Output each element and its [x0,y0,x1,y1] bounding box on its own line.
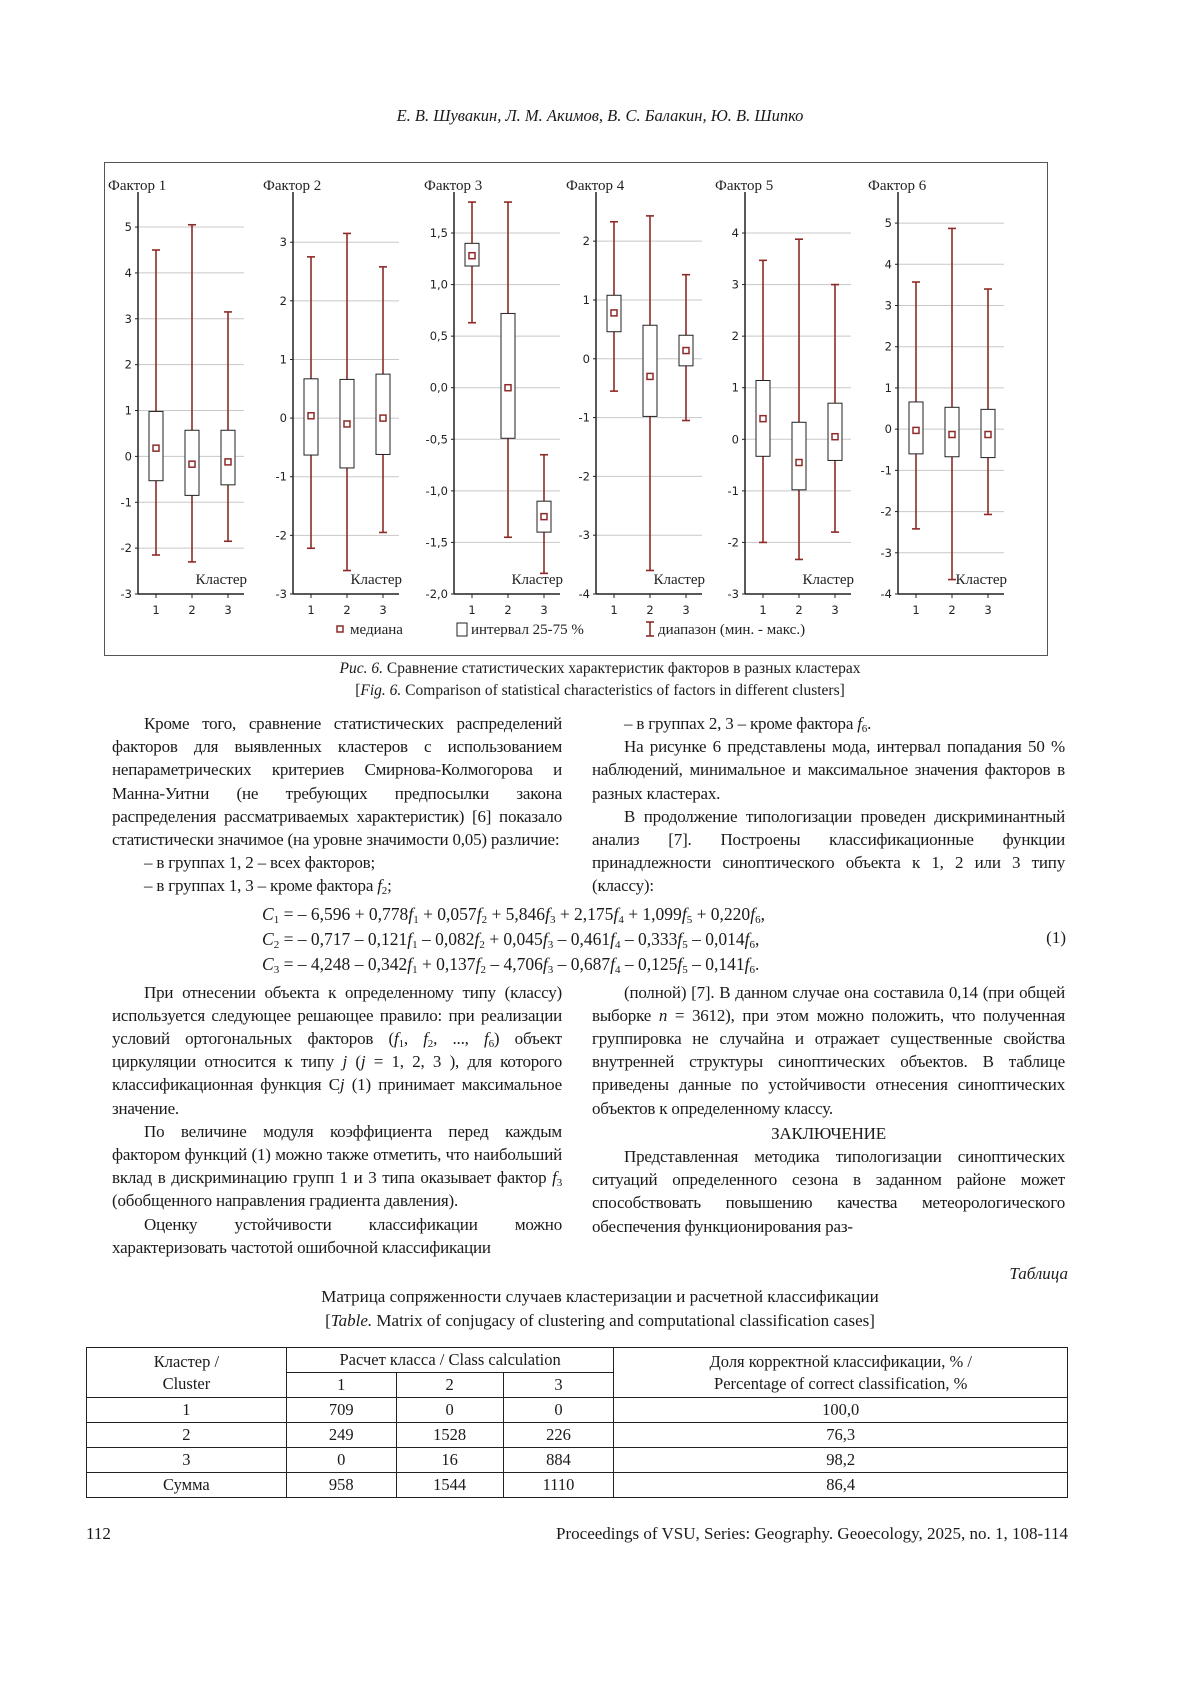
table-cell: 1 [87,1398,287,1423]
figure-caption-en-text: Comparison of statistical characteristics of factors in different clusters] [401,682,844,699]
y-tick-label: 5 [125,220,132,234]
text-run: (1) принимает максимальное значение. [112,1075,562,1117]
subscript: 5 [682,964,688,976]
math-variable: f [477,904,482,924]
iqr-box [828,403,842,460]
math-variable: f [677,954,682,974]
equation-c1 [262,902,1200,927]
equations-block [0,902,1200,977]
x-tick-label: 2 [646,603,653,617]
y-tick-label: -2 [121,541,132,555]
equation-coefficient: + 2,175 [560,904,614,924]
table-cell: 2 [87,1423,287,1448]
math-variable: f [745,929,750,949]
table-row [87,1423,1068,1448]
median-marker [380,415,386,421]
text-run: – в группах 2, 3 – кроме фактора [624,714,857,733]
x-tick-label: 3 [831,603,838,617]
math-variable: f [407,929,412,949]
y-tick-label: -1,5 [426,535,448,549]
median-marker [647,373,653,379]
table-cell: 884 [503,1448,614,1473]
text-row-top [112,712,1200,898]
math-variable: f [476,954,481,974]
y-tick-label: -2,0 [426,587,448,601]
text-run: ( [347,1052,361,1071]
table-cell: 16 [396,1448,503,1473]
equation-lhs: C [262,954,274,974]
equation-lhs: C [262,904,274,924]
text-run: Кроме того, сравнение статистических распределений факторов для выявленных кластеров с использованием непараметрических критериев Смирнова-Колмогорова и Манна-Уитни (не требующих предпосылки закона распределения рассматриваемых характеристик) [6] показало статистически значимое (на уровне значимости 0,05) различие: [112,714,562,849]
text-run: Оценку устойчивости классификации можно характеризовать частотой ошибочной классификации [112,1215,562,1257]
x-tick-label: 1 [610,603,617,617]
text-run: (обобщенного направления градиента давления). [112,1191,458,1210]
x-axis-label: Кластер [511,572,563,588]
text-run: По величине модуля коэффициента перед каждым фактором функций (1) можно также отметить, что наибольший вклад в дискриминацию групп 1 и 3 типа оказывает фактор [112,1122,562,1187]
y-tick-label: -3 [276,587,287,601]
punctuation: . [755,954,759,974]
x-tick-label: 1 [468,603,475,617]
equation-coefficient: – 0,082 [422,929,475,949]
y-tick-label: 0 [732,432,739,446]
y-tick-label: 0,5 [430,329,448,343]
subscript: 2 [274,939,280,951]
x-tick-label: 3 [379,603,386,617]
text-run: – в группах 1, 2 – всех факторов; [144,853,375,872]
y-tick-label: 0 [280,411,287,425]
equation-coefficient: – 0,342 [355,954,408,974]
math-variable: f [613,904,618,924]
subscript: 1 [399,1038,404,1050]
y-tick-label: 1,5 [430,226,448,240]
right-column-paragraphs [592,981,1065,1120]
equation-coefficient: – 0,121 [355,929,408,949]
math-variable: f [610,929,615,949]
subscript: 6 [749,939,755,951]
header-class-1: 1 [286,1373,396,1398]
panel-title: Фактор 4 [566,178,625,194]
equation-coefficient: – 0,687 [558,954,611,974]
equation-coefficient: – 0,333 [625,929,678,949]
y-tick-label: 1 [732,381,739,395]
x-tick-label: 3 [224,603,231,617]
y-tick-label: 2 [732,329,739,343]
text-run: = 1, 2, 3 ), для которого классификационная функция C [112,1052,562,1094]
table-row [87,1448,1068,1473]
table-cell: 0 [503,1398,614,1423]
y-tick-label: -2 [276,528,287,542]
math-variable: f [857,714,862,733]
subscript: 6 [489,1038,494,1050]
y-tick-label: -1,0 [426,484,448,498]
subscript: 3 [548,939,554,951]
median-marker [796,459,802,465]
page-number: 112 [86,1524,111,1544]
equation-lhs: C [262,929,274,949]
equation-constant: = – 4,248 [279,954,350,974]
table-cell: 86,4 [614,1473,1068,1498]
iqr-box [643,325,657,416]
legend-iqr-icon [457,623,467,636]
equation-number: (1) [1046,928,1066,948]
x-tick-label: 3 [682,603,689,617]
median-marker [913,427,919,433]
math-variable: f [407,954,412,974]
subscript: 2 [480,964,486,976]
subscript: 3 [550,914,556,926]
text-run: На рисунке 6 представлены мода, интервал попадания 50 % наблюдений, минимальное и максимальное значения факторов в разных кластерах. [592,737,1065,802]
median-marker [469,253,475,259]
y-tick-label: 2 [885,340,892,354]
equation-coefficient: – 4,706 [490,954,543,974]
table-title-ru: Матрица сопряженности случаев кластеризации и расчетной классификации [0,1285,1200,1309]
table-cell: 958 [286,1473,396,1498]
y-tick-label: 3 [732,278,739,292]
y-tick-label: 2 [583,234,590,248]
math-variable: f [543,929,548,949]
x-axis-label: Кластер [653,572,705,588]
paragraph [592,981,1065,1120]
legend-median-label: медиана [350,622,403,638]
subscript: 4 [615,964,621,976]
header-percentage-ru: Доля корректной классификации, % / [710,1352,972,1371]
y-tick-label: 0 [885,422,892,436]
figure-caption-ru [0,660,1200,678]
equation-coefficient: – 0,141 [692,954,745,974]
paragraph [112,874,562,897]
equation-coefficient: – 0,125 [625,954,678,974]
subscript: 1 [412,964,418,976]
median-marker [225,459,231,465]
x-tick-label: 1 [152,603,159,617]
table-cell: 709 [286,1398,396,1423]
y-tick-label: 0 [125,449,132,463]
math-variable: f [408,904,413,924]
median-marker [985,432,991,438]
median-marker [541,514,547,520]
x-tick-label: 2 [188,603,195,617]
math-variable: f [545,904,550,924]
math-variable: n [659,1006,667,1025]
median-marker [611,310,617,316]
x-axis-label: Кластер [955,572,1007,588]
legend-median-icon [337,626,343,632]
header-cluster-ru: Кластер / [154,1352,219,1371]
table-cell: 1544 [396,1473,503,1498]
table-cell: 1528 [396,1423,503,1448]
x-axis-label: Кластер [350,572,402,588]
y-tick-label: -1 [728,484,739,498]
x-tick-label: 2 [343,603,350,617]
equation-coefficient: + 1,099 [628,904,682,924]
text-run: , ..., [433,1029,484,1048]
y-tick-label: -2 [881,505,892,519]
y-tick-label: 3 [885,299,892,313]
subscript: 6 [862,723,867,735]
figure-label-ru: Рис. 6. [340,660,383,677]
table-title-en [0,1309,1200,1333]
subscript: 5 [687,914,693,926]
subscript: 2 [479,939,485,951]
page-footer [86,1524,1068,1544]
left-column-bottom [112,981,562,1259]
header-class-2: 2 [396,1373,503,1398]
panel-title: Фактор 3 [424,178,482,194]
y-tick-label: 4 [125,266,132,280]
y-tick-label: 4 [732,226,739,240]
math-variable: f [745,954,750,974]
x-tick-label: 2 [795,603,802,617]
bracket: [ [355,682,360,699]
median-marker [189,461,195,467]
subscript: 4 [618,914,624,926]
table-cell: 100,0 [614,1398,1068,1423]
legend-iqr-label: интервал 25-75 % [471,622,584,638]
math-variable: f [610,954,615,974]
iqr-box [501,313,515,438]
subscript: 1 [413,914,419,926]
y-tick-label: -2 [728,535,739,549]
contingency-table [86,1347,1068,1498]
math-variable: f [423,1029,428,1048]
y-tick-label: 2 [280,294,287,308]
legend-range-label: диапазон (мин. - макс.) [658,622,805,638]
figure-label-en: Fig. 6. [360,682,401,699]
text-run: ; [387,876,392,895]
table-row [87,1473,1068,1498]
text-row-bottom [112,981,1200,1259]
y-tick-label: -3 [728,587,739,601]
panel-title: Фактор 1 [108,178,166,194]
paragraph [592,805,1065,898]
paragraph [112,981,562,1120]
subscript: 3 [557,1177,562,1189]
equation-coefficient: – 0,461 [558,929,611,949]
equation-c3 [262,952,1200,977]
x-tick-label: 2 [504,603,511,617]
paragraph [592,712,1065,735]
right-column-bottom [592,981,1065,1259]
subscript: 6 [749,964,755,976]
y-tick-label: 0 [583,352,590,366]
panel-title: Фактор 6 [868,178,927,194]
table-cell: Сумма [87,1473,287,1498]
iqr-box [376,374,390,454]
math-variable: f [394,1029,399,1048]
y-tick-label: 1 [583,293,590,307]
y-tick-label: -1 [579,411,590,425]
median-marker [505,385,511,391]
header-cluster-en: Cluster [163,1374,211,1393]
header-class-3: 3 [503,1373,614,1398]
math-variable: f [474,929,479,949]
table-header-row [87,1348,1068,1373]
equation-coefficient: + 0,057 [423,904,477,924]
math-variable: f [377,876,382,895]
x-tick-label: 1 [307,603,314,617]
y-tick-label: -1 [881,463,892,477]
equation-coefficient: + 0,045 [489,929,543,949]
x-tick-label: 1 [759,603,766,617]
x-tick-label: 3 [984,603,991,617]
subscript: 3 [274,964,280,976]
equation-coefficient: + 5,846 [491,904,545,924]
median-marker [683,348,689,354]
table-cell: 0 [396,1398,503,1423]
median-marker [832,434,838,440]
paragraph [112,851,562,874]
math-variable: f [677,929,682,949]
y-tick-label: -1 [276,470,287,484]
punctuation: , [755,929,759,949]
header-percentage-en: Percentage of correct classification, % [714,1374,967,1393]
median-marker [760,416,766,422]
math-variable: f [750,904,755,924]
punctuation: , [761,904,765,924]
subscript: 6 [755,914,761,926]
figure-caption-ru-text: Сравнение статистических характеристик факторов в разных кластерах [383,660,860,677]
x-axis-label: Кластер [802,572,854,588]
iqr-box [792,422,806,490]
body-text-flow [0,712,1200,1544]
median-marker [308,413,314,419]
y-tick-label: -3 [121,587,132,601]
equation-constant: = – 0,717 [279,929,350,949]
header-percentage [614,1348,1068,1398]
subscript: 1 [412,939,418,951]
y-tick-label: 3 [280,235,287,249]
iqr-box [221,430,235,485]
conclusion-paragraph: Представленная методика типологизации синоптических ситуаций определенного сезона в заданном районе может способствовать повышению качества метеорологического обеспечения функционирования раз- [592,1145,1065,1238]
subscript: 2 [382,885,387,897]
table-label-en: Table. [331,1311,372,1330]
subscript: 2 [482,914,488,926]
table-row [87,1398,1068,1423]
journal-citation: Proceedings of VSU, Series: Geography. Geoecology, 2025, no. 1, 108-114 [556,1524,1068,1544]
math-variable: f [552,1168,557,1187]
figure-caption-en [0,682,1200,700]
y-tick-label: 2 [125,358,132,372]
paragraph [112,1213,562,1259]
y-tick-label: 1 [280,352,287,366]
table-label: Таблица [0,1263,1068,1285]
panel-title: Фактор 5 [715,178,773,194]
table-cell: 249 [286,1423,396,1448]
text-run: . [867,714,871,733]
math-variable: f [682,904,687,924]
subscript: 2 [428,1038,433,1050]
text-run: ) объект циркуляции относится к типу [112,1029,562,1071]
y-tick-label: 1 [885,381,892,395]
running-head-authors: Е. В. Шувакин, Л. М. Акимов, В. С. Балакин, Ю. В. Шипко [0,106,1200,126]
subscript: 4 [615,939,621,951]
median-marker [949,432,955,438]
conclusion-heading: ЗАКЛЮЧЕНИЕ [592,1122,1065,1145]
paragraph [112,712,562,851]
math-variable: j [361,1052,366,1071]
x-tick-label: 1 [912,603,919,617]
table-cell: 0 [286,1448,396,1473]
table-cell: 3 [87,1448,287,1473]
bracket: [ [325,1311,331,1330]
y-tick-label: -4 [881,587,892,601]
median-marker [344,421,350,427]
text-run: При отнесении объекта к определенному типу (классу) используется следующее решающее правило: при реализации условий ортогональных факторов ( [112,983,562,1048]
equation-coefficient: – 0,014 [692,929,745,949]
table-cell: 98,2 [614,1448,1068,1473]
math-variable: f [543,954,548,974]
table-cell: 226 [503,1423,614,1448]
paragraph [592,735,1065,805]
math-variable: f [484,1029,489,1048]
y-tick-label: -2 [579,469,590,483]
text-run: , [404,1029,423,1048]
y-tick-label: 0,0 [430,381,448,395]
y-tick-label: 1 [125,404,132,418]
y-tick-label: 3 [125,312,132,326]
paragraph [112,1120,562,1213]
y-tick-label: 1,0 [430,278,448,292]
table-cell: 1110 [503,1473,614,1498]
y-tick-label: -0,5 [426,432,448,446]
x-tick-label: 2 [948,603,955,617]
y-tick-label: -3 [579,528,590,542]
y-tick-label: -1 [121,495,132,509]
header-class-calculation: Расчет класса / Class calculation [286,1348,614,1373]
equation-coefficient: + 0,137 [422,954,476,974]
figure-6-boxplots [0,0,1200,700]
subscript: 3 [548,964,554,976]
right-column-top [592,712,1065,898]
text-run: В продолжение типологизации проведен дискриминантный анализ [7]. Построены классификационные функции принадлежности синоптического объекта к 1, 2 или 3 типу (классу): [592,807,1065,896]
x-tick-label: 3 [540,603,547,617]
table-title-en-text: Matrix of conjugacy of clustering and computational classification cases] [372,1311,875,1330]
subscript: 5 [682,939,688,951]
x-axis-label: Кластер [195,572,247,588]
y-tick-label: 5 [885,216,892,230]
y-tick-label: -3 [881,546,892,560]
panel-title: Фактор 2 [263,178,321,194]
left-column-top [112,712,562,898]
math-variable: j [340,1075,345,1094]
equation-coefficient: + 0,220 [697,904,751,924]
text-run: (полной) [7]. В данном случае она составила 0,14 (при общей выборке [592,983,1065,1025]
table-cell: 76,3 [614,1423,1068,1448]
median-marker [153,445,159,451]
text-run: = 3612), при этом можно положить, что полученная группировка не случайна и отражает существенные свойства внутренней структуры синоптических объектов. В таблице приведены данные по устойчивости отнесения синоптических объектов к определенному классу. [592,1006,1065,1118]
header-cluster [87,1348,287,1398]
subscript: 1 [274,914,280,926]
text-run: – в группах 1, 3 – кроме фактора [144,876,377,895]
y-tick-label: 4 [885,257,892,271]
math-variable: j [342,1052,347,1071]
equation-coefficient: + 0,778 [355,904,409,924]
equation-constant: = – 6,596 [279,904,350,924]
y-tick-label: -4 [579,587,590,601]
